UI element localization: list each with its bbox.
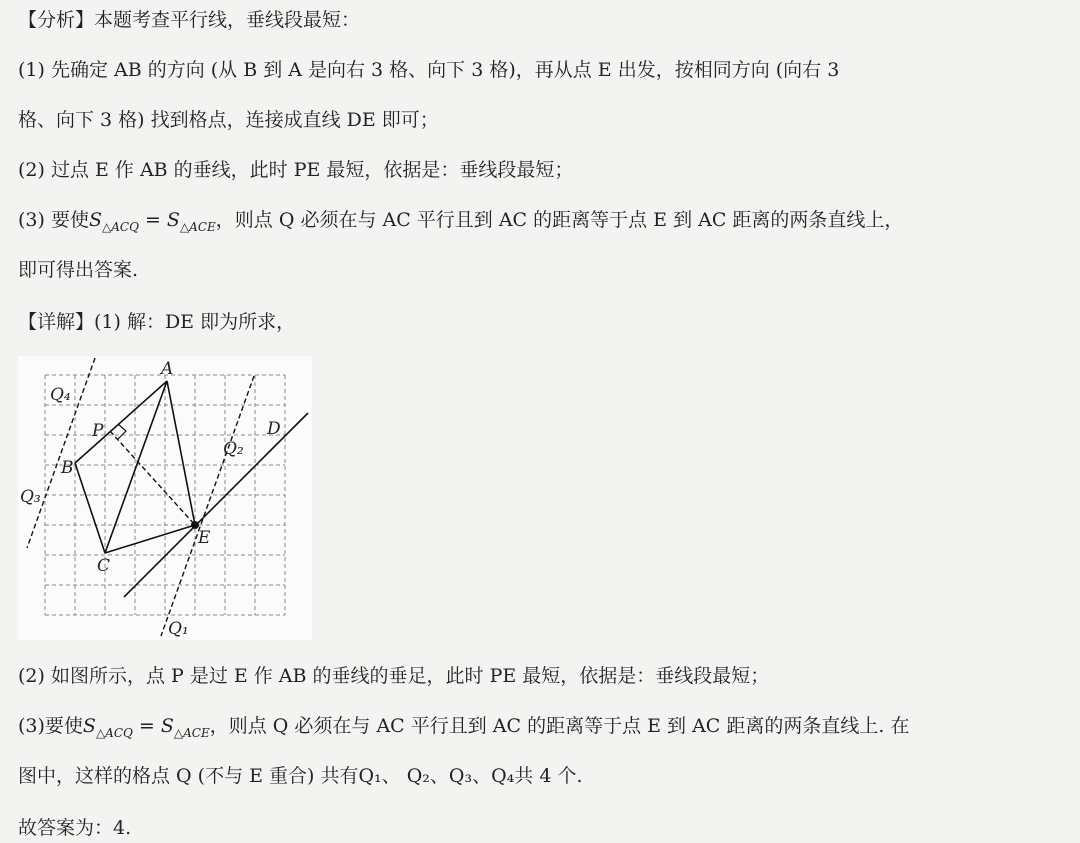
label-q4: Q₄: [50, 385, 71, 405]
label-c: C: [97, 556, 111, 576]
analysis-heading: 【分析】本题考查平行线，垂线段最短：: [18, 9, 361, 31]
solution-step3-suffix: ，则点 Q 必须在与 AC 平行且到 AC 的距离等于点 E 到 AC 距离的两条直线上. 在: [209, 715, 910, 737]
solution-step3-line2: 图中，这样的格点 Q (不与 E 重合) 共有Q₁、 Q₂、Q₃、Q₄共 4 个.: [18, 765, 583, 787]
label-q1: Q₁: [168, 619, 189, 639]
dashed-grid: [45, 375, 285, 615]
analysis-step3-prefix: (3) 要使: [18, 209, 89, 231]
segment-ca: [105, 381, 167, 553]
solution-step3-line1: [18, 714, 1076, 746]
solution-step2: (2) 如图所示，点 P 是过 E 作 AB 的垂线的垂足，此时 PE 最短，依据是：垂线段最短；: [18, 665, 770, 687]
dashed-line-q1-q2: [161, 376, 254, 636]
area-formula-2: $S_{\triangle ACQ} = S_{\triangle ACE}$: [82, 715, 210, 740]
label-b: B: [61, 458, 74, 478]
analysis-step1-line1: (1) 先确定 AB 的方向 (从 B 到 A 是向右 3 格、向下 3 格)，再从点 E 出发，按相同方向 (向右 3: [18, 59, 840, 81]
analysis-step2: (2) 过点 E 作 AB 的垂线，此时 PE 最短，依据是：垂线段最短；: [18, 159, 574, 181]
label-q2: Q₂: [223, 439, 244, 459]
label-d: D: [267, 419, 281, 439]
analysis-step1-line2: 格、向下 3 格) 找到格点，连接成直线 DE 即可；: [18, 109, 439, 131]
label-q3: Q₃: [20, 487, 41, 507]
grid-figure: [18, 356, 312, 640]
area-formula: $S_{\triangle ACQ} = S_{\triangle ACE}$: [88, 209, 216, 234]
analysis-step3-line2: 即可得出答案.: [18, 259, 139, 281]
perpendicular-pe: [110, 431, 195, 525]
label-a: A: [161, 359, 174, 379]
analysis-step3-line1: [18, 208, 1076, 240]
label-p: P: [92, 421, 104, 441]
segment-ab: [75, 381, 167, 463]
solution-heading: 【详解】(1) 解：DE 即为所求，: [18, 311, 296, 333]
segment-bc: [75, 463, 105, 553]
line-de: [124, 413, 308, 597]
analysis-step3-suffix: ，则点 Q 必须在与 AC 平行且到 AC 的距离等于点 E 到 AC 距离的两条直线上，: [215, 209, 904, 231]
label-e: E: [198, 528, 211, 548]
segment-ae: [167, 381, 195, 525]
right-angle-mark: [118, 424, 126, 439]
final-answer: 故答案为：4.: [18, 817, 132, 839]
solution-step3-prefix: (3)要使: [18, 715, 83, 737]
